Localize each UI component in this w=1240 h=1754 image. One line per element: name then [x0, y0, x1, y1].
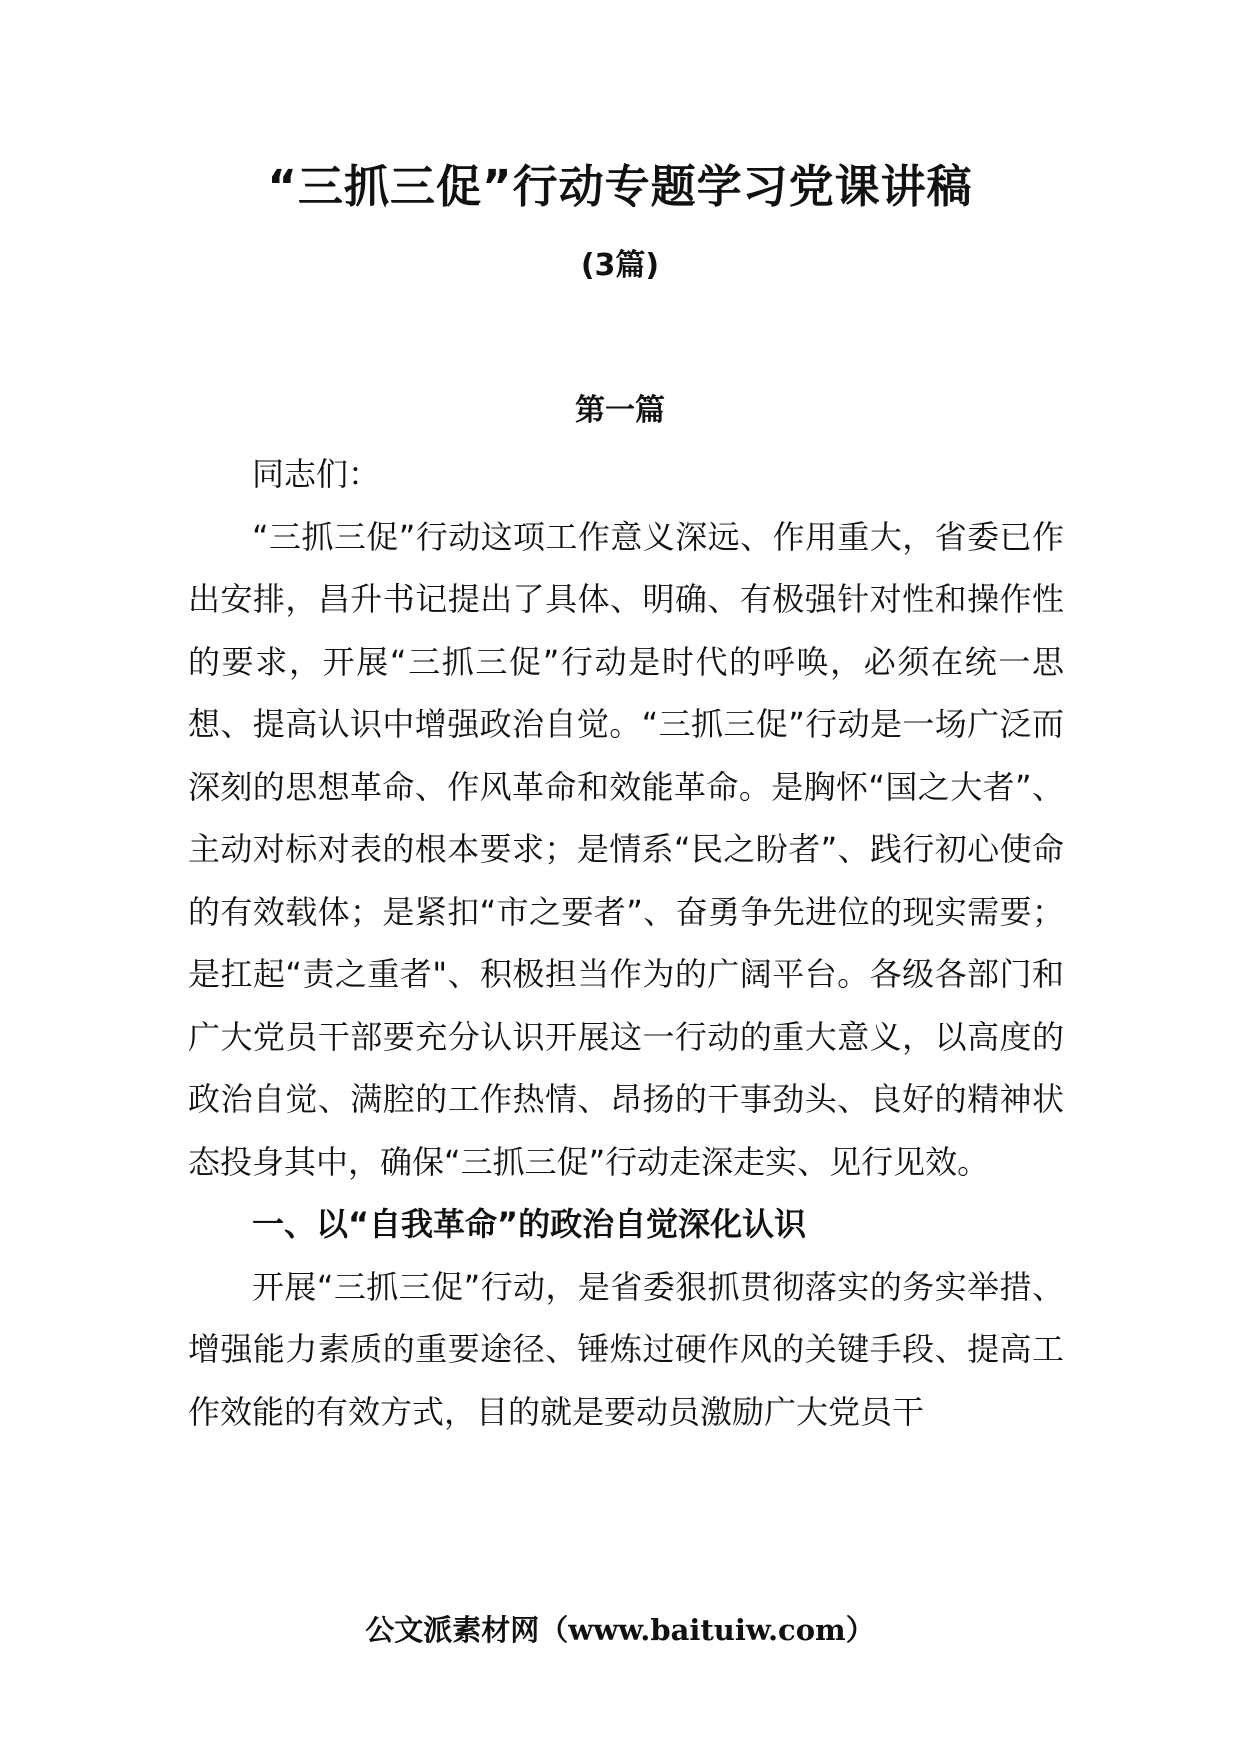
paragraph-1: “三抓三促”行动这项工作意义深远、作用重大，省委已作出安排，昌升书记提出了具体、明确、有极强针对性和操作性的要求，开展“三抓三促”行动是时代的呼唤，必须在统一思想、提高认识中增强政治自觉。“三抓三促”行动是一场广泛而深刻的思想革命、作风革命和效能革命。是胸怀“国之大者”、主动对标对表的根本要求；是情系“民之盼者”、践行初心使命的有效载体；是紧扣“市之要者”、奋勇争先进位的现实需要；是扛起“责之重者"、积极担当作为的广阔平台。各级各部门和广大党员干部要充分认识开展这一行动的重大意义，以高度的政治自觉、满腔的工作热情、昂扬的干事劲头、良好的精神状态投身其中，确保“三抓三促”行动走深走实、见行见效。: [188, 517, 1064, 1181]
paragraph-2: 开展“三抓三促”行动，是省委狠抓贯彻落实的务实举措、增强能力素质的重要途径、锤炼过硬作风的关键手段、提高工作效能的有效方式，目的就是要动员激励广大党员干: [188, 1267, 1064, 1431]
document-subtitle: (3篇): [580, 248, 660, 283]
document-title: “三抓三促”行动专题学习党课讲稿: [267, 160, 973, 213]
footer-watermark: 公文派素材网（www.baituiw.com）: [365, 1613, 875, 1647]
section-1-heading: 一、以“自我革命”的政治自觉深化认识: [252, 1205, 807, 1243]
document-body: [188, 443, 1064, 1443]
greeting: 同志们：: [252, 455, 381, 493]
part-heading: 第一篇: [575, 393, 665, 428]
